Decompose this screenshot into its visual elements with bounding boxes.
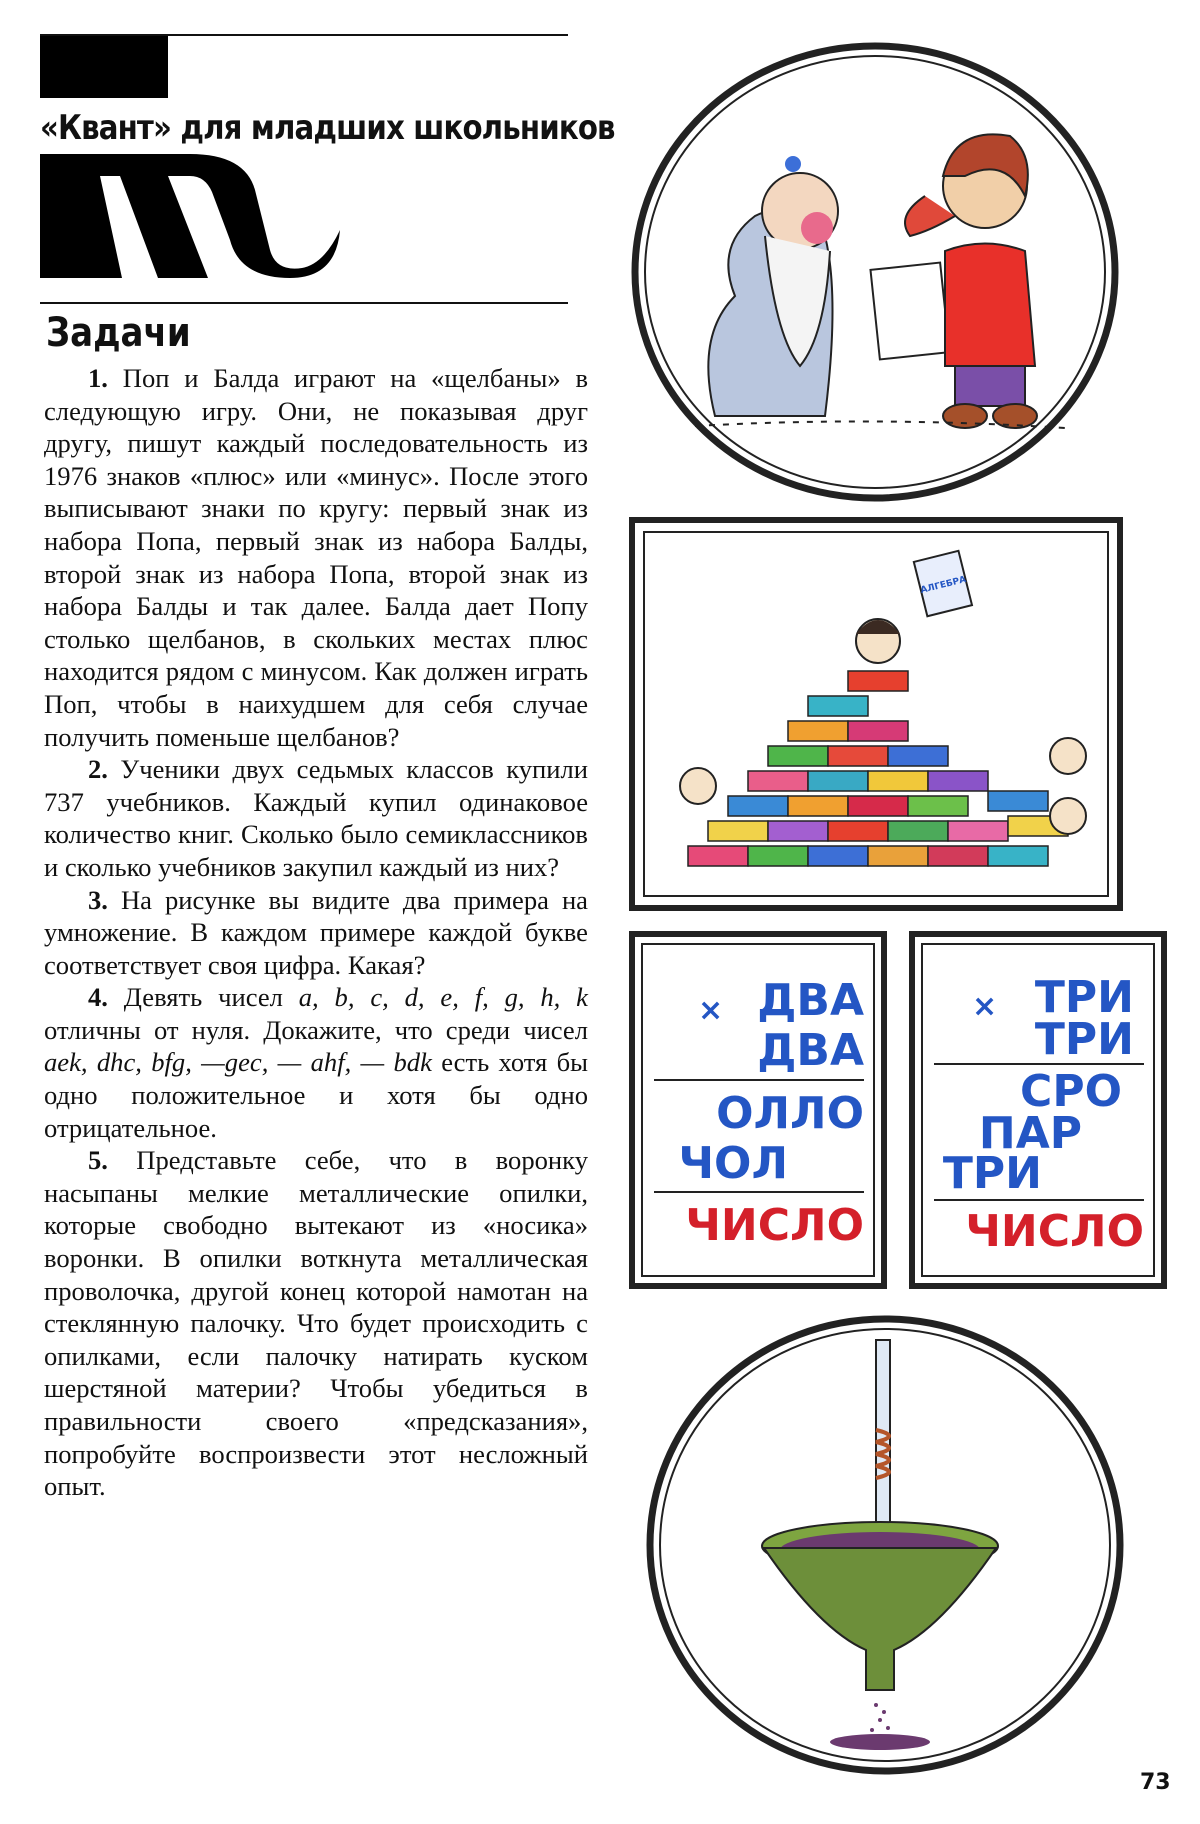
mult1-result: ЧИСЛО	[685, 1200, 864, 1251]
logo-top-block	[40, 36, 168, 98]
svg-text:×: ×	[698, 993, 724, 1028]
pop-and-balda-illustration	[625, 36, 1125, 506]
problem-4: 4. Девять чисел a, b, c, d, e, f, g, h, k отличны от нуля. Докажите, что среди чисел aek, dhc, bfg, —gec, — ahf, — bdk есть хотя бы одно положительное и хотя бы одно отрицательное.	[44, 982, 588, 1143]
problem-3: 3. На рисунке вы видите два примера на умножение. В каждом примере каждой букве соответствует своя цифра. Какая?	[44, 884, 588, 980]
multiplication-example-1	[628, 930, 888, 1290]
funnel-experiment-illustration	[640, 1310, 1130, 1780]
mult2-result: ЧИСЛО	[965, 1206, 1144, 1257]
book-label: АЛГЕБРА	[919, 574, 968, 596]
problems-text	[44, 362, 588, 1503]
mult1-factor-b: ДВА	[757, 1025, 864, 1076]
mult2-partial-2: ПАР	[978, 1108, 1082, 1159]
mult2-factor-b: ТРИ	[1034, 1014, 1134, 1065]
problem-2: 2. Ученики двух седьмых классов купили 737 учебников. Каждый купил одинаковое количество книг. Сколько было семиклассников и сколько учебников закупил каждый из них?	[44, 754, 588, 882]
problems-title: Задачи	[46, 310, 191, 356]
mult2-partial-1: СРО	[1020, 1066, 1122, 1117]
section-heading: «Квант» для младших школьников	[40, 108, 615, 148]
mult2-partial-3: ТРИ	[942, 1148, 1042, 1199]
funnel-icon	[764, 1548, 996, 1690]
mult1-factor-a: ДВА	[757, 975, 864, 1026]
mult1-partial-2: ЧОЛ	[678, 1138, 788, 1189]
logo-letter-p-icon	[40, 150, 340, 280]
problem-5: 5. Представьте себе, что в воронку насыпаны мелкие металлические опилки, которые свободно вытекают из «носика» воронки. В опилки воткнута металлическая проволочка, другой конец которой намотан на стеклянную палочку. Что будет происходить с опилками, если палочку натирать куском шерстяной материи? Чтобы убедиться в правильности своего «предсказания», попробуйте воспроизвести этот несложный опыт.	[44, 1145, 588, 1502]
mid-rule	[40, 302, 568, 304]
multiplication-example-2	[908, 930, 1170, 1290]
mult2-factor-a: ТРИ	[1034, 972, 1134, 1023]
problem-1: 1. Поп и Балда играют на «щелбаны» в следующую игру. Они, не показывая друг другу, пишут каждый последовательность из 1976 знаков «плюс» или «минус». После этого выписывают знаки по кругу: первый знак из набора Попа, первый знак из набора Балды, второй знак из набора Попа, второй знак из набора Балды и так далее. Балда дает Попу столько щелбанов, в скольких местах плюс находится рядом с минусом. Как должен играть Поп, чтобы в наихудшем для себя случае получить поменьше щелбанов?	[44, 363, 588, 752]
books-pile-illustration	[628, 516, 1128, 916]
page-number: 73	[1140, 1770, 1171, 1795]
mult1-partial-1: ОЛЛО	[716, 1088, 864, 1139]
svg-text:×: ×	[972, 989, 998, 1024]
